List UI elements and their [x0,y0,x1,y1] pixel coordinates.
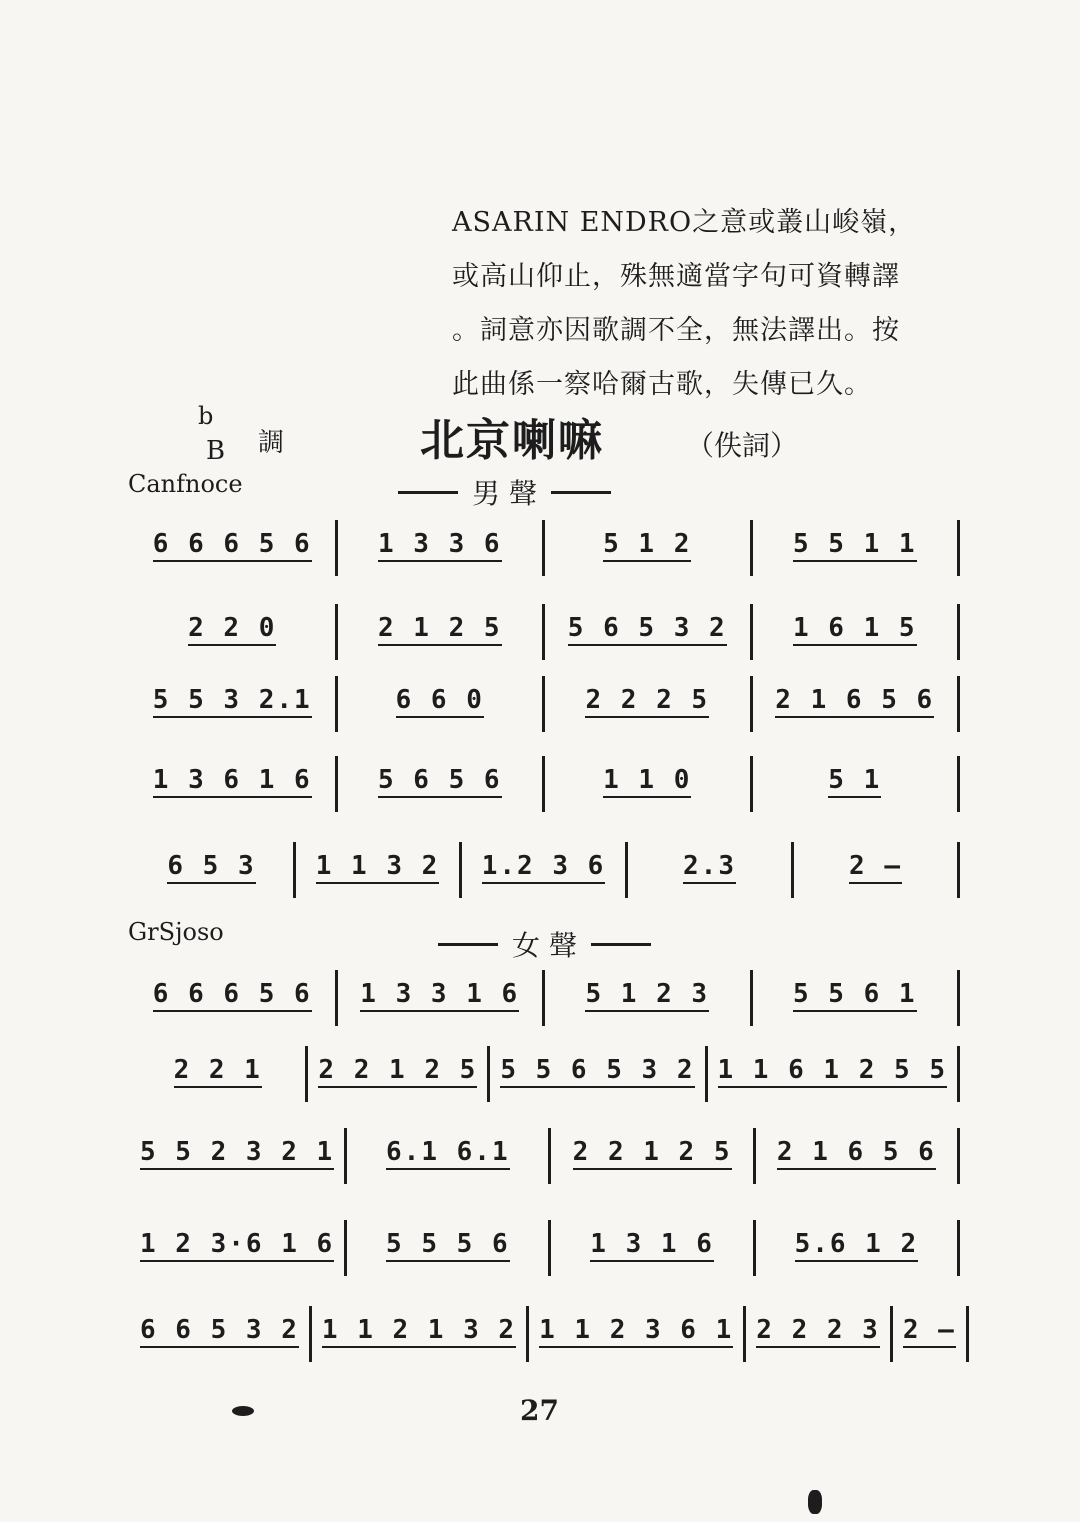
measure [794,842,960,898]
measure [545,970,753,1026]
score-row [130,842,960,912]
measure [490,1046,707,1102]
measure [746,1306,893,1362]
notes: 5 5 2 3 2 1 [140,1128,334,1170]
notes: 1 1 2 3 6 1 [539,1306,733,1348]
notes: 5.6 1 2 [795,1220,919,1262]
notes: 1 3 1 6 [590,1220,714,1262]
notes: 1 2 3·6 1 6 [140,1220,334,1262]
measure [756,1128,960,1184]
note-line: ASARIN ENDRO之意或叢山峻嶺， [452,207,917,238]
notes: 1 6 1 5 [793,604,917,646]
heading-dash [398,491,458,494]
translation-note [452,196,962,412]
notes: 5 5 5 6 [386,1220,510,1262]
measure [338,756,546,812]
measure [338,676,546,732]
key-note: B [206,436,226,466]
score-row [130,970,960,1040]
note-line: 此曲係一察哈爾古歌，失傳已久。 [452,369,872,400]
notes: 2 2 2 3 [756,1306,880,1348]
measure [338,520,546,576]
measure [130,604,338,660]
notes: 5 1 2 3 [585,970,709,1012]
section-heading-female [424,924,665,964]
notes: 5 1 2 [603,520,691,562]
measure [753,604,961,660]
section-heading-male [384,472,625,512]
notes: 1 1 2 1 3 2 [322,1306,516,1348]
note-line: 或高山仰止，殊無適當字句可資轉譯 [452,261,900,292]
notes: 2 2 1 2 5 [318,1046,477,1088]
song-title: 北京喇嘛 [420,415,604,466]
notes: 1 3 3 1 6 [360,970,519,1012]
measure [130,676,338,732]
measure [130,842,296,898]
score-row [130,520,960,590]
heading-dash [551,491,611,494]
measure [338,970,546,1026]
notes: 2 2 2 5 [585,676,709,718]
notes: 5 1 [828,756,881,798]
measure [130,970,338,1026]
measure [130,1220,347,1276]
section-label: 男 聲 [472,477,537,510]
measure [130,1046,308,1102]
notes: 1 1 6 1 2 5 5 [718,1046,948,1088]
tempo-marking-female: GrSjoso [128,918,224,946]
score-row [130,604,960,674]
measure [753,970,961,1026]
notes: 5 6 5 6 [378,756,502,798]
measure [545,756,753,812]
notes: 2 2 0 [188,604,276,646]
section-label: 女 聲 [512,929,577,962]
key-label: 調 [258,428,285,458]
notes: 1 3 6 1 6 [153,756,312,798]
measure [756,1220,960,1276]
measure [130,1128,347,1184]
notes: 6 6 0 [396,676,484,718]
measure [308,1046,490,1102]
score-row [130,1220,960,1290]
measure [347,1220,551,1276]
notes: 1 1 3 2 [316,842,440,884]
score-row [130,756,960,826]
measure [708,1046,961,1102]
notes: 1 3 3 6 [378,520,502,562]
notes: 5 5 1 1 [793,520,917,562]
measure [296,842,462,898]
notes: 1 1 0 [603,756,691,798]
notes: 6 6 6 5 6 [153,970,312,1012]
measure [545,604,753,660]
measure [130,520,338,576]
notes: 6 6 6 5 6 [153,520,312,562]
score-row [130,1306,960,1376]
notes: 2 1 6 5 6 [775,676,934,718]
measure [628,842,794,898]
notes: 2 2 1 [174,1046,262,1088]
measure [312,1306,529,1362]
notes: 2 1 2 5 [378,604,502,646]
measure [338,604,546,660]
tempo-marking-male: Canfnoce [128,470,243,498]
score-row [130,1046,960,1116]
note-line: 。詞意亦因歌調不全，無法譯出。按 [452,315,900,346]
measure [753,520,961,576]
score-row [130,676,960,746]
page-number: 27 [520,1394,559,1427]
ink-blot [232,1406,254,1416]
measure [551,1220,755,1276]
notes: 5 5 3 2.1 [153,676,312,718]
measure [893,1306,969,1362]
measure [462,842,628,898]
measure [347,1128,551,1184]
notes: 2 — [849,842,902,884]
score-row [130,1128,960,1198]
notes: 2.3 [683,842,736,884]
notes: 6 5 3 [167,842,255,884]
measure [545,520,753,576]
notes: 2 — [903,1306,956,1348]
notes: 6.1 6.1 [386,1128,510,1170]
key-signature [192,402,302,472]
measure [753,676,961,732]
notes: 2 2 1 2 5 [573,1128,732,1170]
measure [551,1128,755,1184]
measure [545,676,753,732]
measure [753,756,961,812]
measure [529,1306,746,1362]
heading-dash [438,943,498,946]
key-flat: b [198,402,214,430]
notes: 5 5 6 5 3 2 [500,1046,694,1088]
notes: 6 6 5 3 2 [140,1306,299,1348]
ink-blot [808,1490,822,1514]
notes: 5 5 6 1 [793,970,917,1012]
measure [130,756,338,812]
heading-dash [591,943,651,946]
notes: 2 1 6 5 6 [777,1128,936,1170]
notes: 5 6 5 3 2 [568,604,727,646]
notes: 1.2 3 6 [482,842,606,884]
song-subtitle: （佚詞） [686,429,799,462]
measure [130,1306,312,1362]
